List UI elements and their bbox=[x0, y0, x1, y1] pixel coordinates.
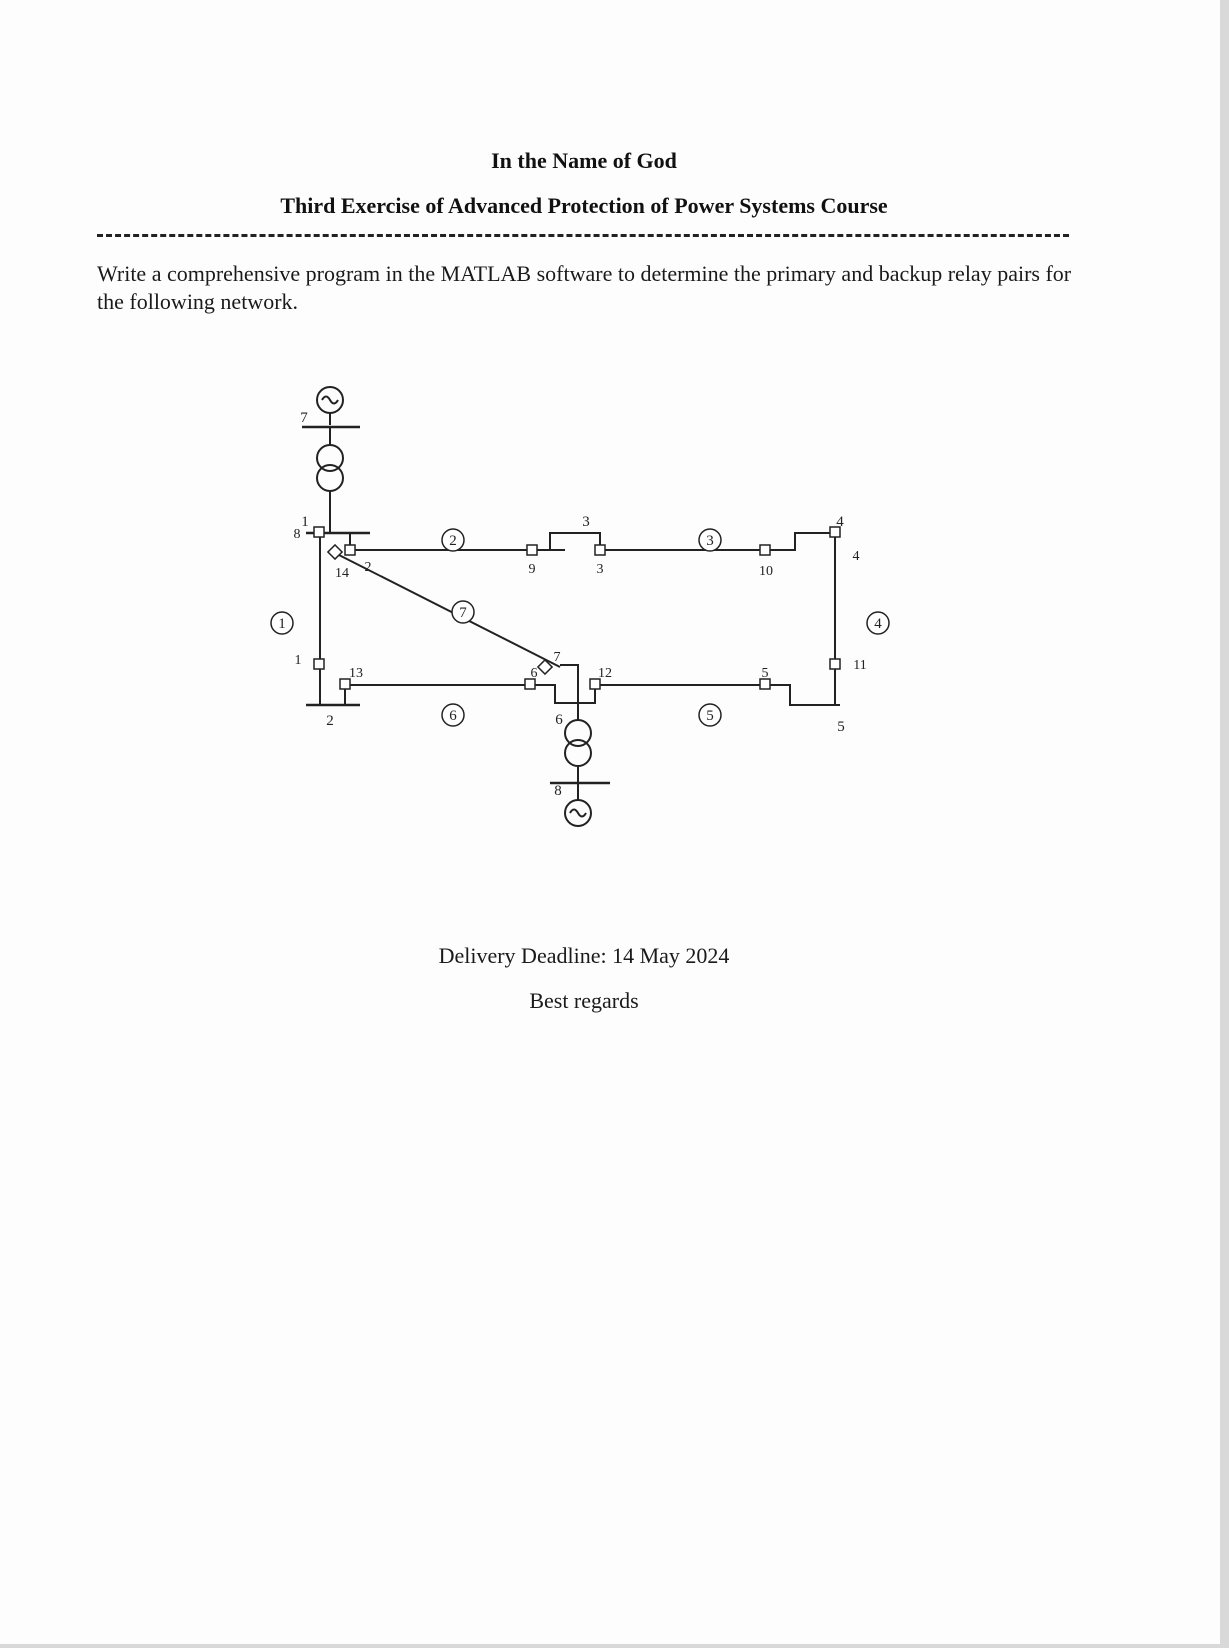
bus-label-4: 4 bbox=[836, 514, 844, 530]
relay-label-13: 13 bbox=[349, 666, 363, 681]
transformer-top-icon bbox=[317, 445, 343, 471]
delivery-deadline: Delivery Deadline: 14 May 2024 bbox=[438, 943, 730, 968]
relay-9 bbox=[527, 545, 537, 555]
bus-label-2: 2 bbox=[326, 713, 334, 729]
relay-label-4: 4 bbox=[852, 549, 860, 564]
instruction-paragraph: Write a comprehensive program in the MATLAB software to determine the primary and backup relay pairs for the following network. bbox=[97, 261, 1072, 314]
line-label-1: 1 bbox=[278, 616, 286, 632]
line-label-2: 2 bbox=[449, 533, 457, 549]
transformer-bottom-icon bbox=[565, 720, 591, 746]
relay-1 bbox=[314, 659, 324, 669]
line-label-7: 7 bbox=[459, 605, 467, 621]
line-label-3: 3 bbox=[706, 533, 714, 549]
bus-label-8: 8 bbox=[554, 783, 562, 799]
relay-label-8: 8 bbox=[293, 527, 301, 542]
relay-14 bbox=[328, 545, 342, 559]
relay-11 bbox=[830, 659, 840, 669]
bus-label-3: 3 bbox=[582, 514, 590, 530]
relay-label-10: 10 bbox=[759, 564, 773, 579]
relay-8 bbox=[314, 527, 324, 537]
page-title: In the Name of God bbox=[491, 148, 677, 173]
line-label-4: 4 bbox=[874, 616, 882, 632]
relay-label-6: 6 bbox=[530, 666, 538, 681]
relay-10 bbox=[760, 545, 770, 555]
network-diagram bbox=[260, 375, 900, 885]
relay-label-9: 9 bbox=[528, 562, 536, 577]
relay-label-5: 5 bbox=[761, 666, 769, 681]
exercise-subtitle: Third Exercise of Advanced Protection of Power Systems Course bbox=[280, 193, 888, 218]
dashed-divider bbox=[97, 234, 1069, 237]
bus-label-6: 6 bbox=[555, 712, 563, 728]
line-label-6: 6 bbox=[449, 708, 457, 724]
relay-label-11: 11 bbox=[853, 658, 867, 673]
relay-label-7: 7 bbox=[553, 650, 561, 665]
bus-label-7: 7 bbox=[300, 410, 308, 426]
bus-label-5: 5 bbox=[837, 719, 845, 735]
relay-2 bbox=[345, 545, 355, 555]
relay-label-1: 1 bbox=[294, 653, 302, 668]
relay-label-12: 12 bbox=[598, 666, 612, 681]
closing-regards: Best regards bbox=[529, 988, 639, 1013]
relay-3 bbox=[595, 545, 605, 555]
relay-label-2: 2 bbox=[364, 560, 372, 575]
relay-label-14: 14 bbox=[335, 566, 349, 581]
relay-label-3: 3 bbox=[596, 562, 604, 577]
bus-label-1: 1 bbox=[301, 514, 309, 530]
line-label-5: 5 bbox=[706, 708, 714, 724]
